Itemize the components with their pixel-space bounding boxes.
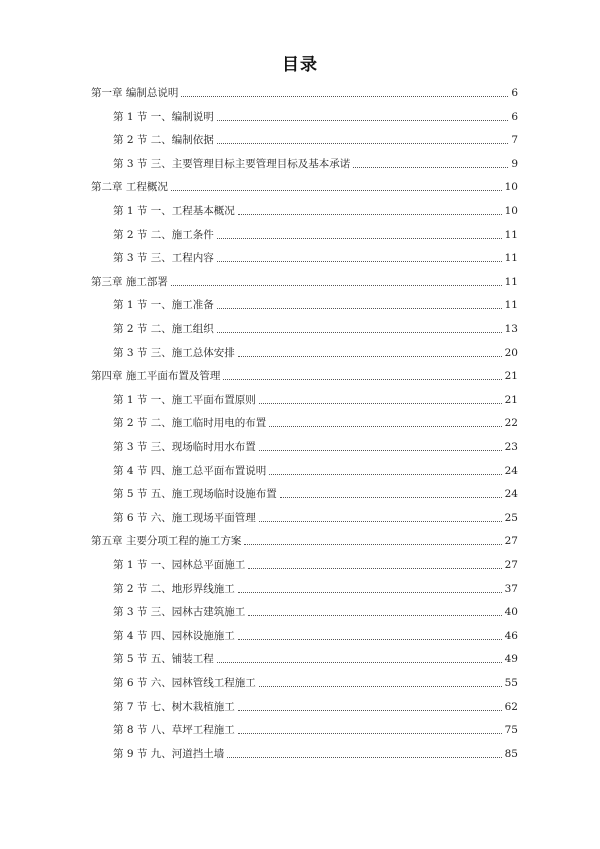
toc-page-number: 20 <box>504 346 518 359</box>
toc-section-entry[interactable] <box>113 650 518 666</box>
toc-page-number: 21 <box>504 393 518 406</box>
toc-section-entry[interactable] <box>113 485 518 501</box>
toc-page-number: 9 <box>511 157 518 170</box>
dot-leader <box>269 426 501 427</box>
toc-page-number: 49 <box>504 653 518 666</box>
dot-leader <box>353 167 508 168</box>
toc-entry-label: 第 2 节 二、施工条件 <box>113 228 214 241</box>
toc-entry-label: 第三章 施工部署 <box>91 275 168 288</box>
toc-page-number: 11 <box>504 299 518 312</box>
dot-leader <box>217 143 509 144</box>
dot-leader <box>171 285 502 286</box>
toc-page-number: 37 <box>504 582 518 595</box>
toc-entry-label: 第 4 节 四、园林设施施工 <box>113 629 235 642</box>
toc-page-number: 40 <box>504 606 518 619</box>
dot-leader <box>238 639 502 640</box>
toc-entry-label: 第 3 节 三、施工总体安排 <box>113 346 235 359</box>
dot-leader <box>259 686 502 687</box>
toc-chapter-entry[interactable] <box>91 273 518 289</box>
toc-section-entry[interactable] <box>113 580 518 596</box>
toc-page-number: 10 <box>504 181 518 194</box>
toc-page-number: 27 <box>504 559 518 571</box>
toc-chapter-entry[interactable] <box>91 532 518 548</box>
page-title: 目录 <box>282 55 318 75</box>
toc-entry-label: 第 1 节 一、工程基本概况 <box>113 205 235 217</box>
toc-entry-label: 第 2 节 二、施工临时用电的布置 <box>113 417 267 430</box>
dot-leader <box>238 214 502 215</box>
toc-entry-label: 第 3 节 三、现场临时用水布置 <box>113 441 256 453</box>
toc-page-number: 11 <box>504 228 518 241</box>
toc-section-entry[interactable] <box>113 155 518 171</box>
toc-entry-label: 第 8 节 八、草坪工程施工 <box>113 724 235 737</box>
dot-leader <box>223 379 501 380</box>
toc-page-number: 75 <box>504 724 518 737</box>
dot-leader <box>217 120 509 121</box>
toc-section-entry[interactable] <box>113 296 518 312</box>
dot-leader <box>238 733 502 734</box>
dot-leader <box>248 568 501 569</box>
toc-entry-label: 第五章 主要分项工程的施工方案 <box>91 535 242 548</box>
toc-chapter-entry[interactable] <box>91 84 518 100</box>
dot-leader <box>217 308 502 309</box>
toc-section-entry[interactable] <box>113 226 518 242</box>
toc-section-entry[interactable] <box>113 202 518 218</box>
toc-page-number: 6 <box>511 110 518 123</box>
toc-entry-label: 第 5 节 五、铺装工程 <box>113 653 214 666</box>
toc-section-entry[interactable] <box>113 721 518 737</box>
toc-entry-label: 第 1 节 一、施工准备 <box>113 299 214 312</box>
toc-chapter-entry[interactable] <box>91 178 518 194</box>
dot-leader <box>269 474 501 475</box>
toc-page-number: 25 <box>504 511 518 524</box>
toc-page-number: 11 <box>504 252 518 265</box>
dot-leader <box>259 403 502 404</box>
toc-entry-label: 第 1 节 一、施工平面布置原则 <box>113 393 256 406</box>
toc-entry-label: 第 6 节 六、施工现场平面管理 <box>113 511 256 524</box>
dot-leader <box>217 238 502 239</box>
toc-entry-label: 第二章 工程概况 <box>91 181 168 194</box>
dot-leader <box>238 710 502 711</box>
dot-leader <box>259 521 502 522</box>
toc-section-entry[interactable] <box>113 249 518 265</box>
toc-page-number: 85 <box>504 747 518 760</box>
toc-page-number: 46 <box>504 629 518 642</box>
toc-entry-label: 第四章 施工平面布置及管理 <box>91 370 221 383</box>
dot-leader <box>238 356 502 357</box>
toc-section-entry[interactable] <box>113 627 518 643</box>
dot-leader <box>217 332 502 333</box>
toc-entry-label: 第 7 节 七、树木栽植施工 <box>113 700 235 713</box>
toc-entry-label: 第 3 节 三、园林古建筑施工 <box>113 606 246 619</box>
toc-section-entry[interactable] <box>113 603 518 619</box>
toc-page-number: 22 <box>504 417 518 430</box>
toc-page-number: 7 <box>511 134 518 147</box>
toc-entry-label: 第一章 编制总说明 <box>91 87 179 99</box>
toc-entry-label: 第 3 节 三、工程内容 <box>113 252 214 265</box>
dot-leader <box>238 592 502 593</box>
toc-section-entry[interactable] <box>113 698 518 714</box>
toc-entry-label: 第 4 节 四、施工总平面布置说明 <box>113 464 267 477</box>
toc-entry-label: 第 1 节 一、编制说明 <box>113 110 214 123</box>
toc-page-number: 13 <box>504 323 518 335</box>
toc-page-number: 62 <box>504 700 518 713</box>
toc-entry-label: 第 3 节 三、主要管理目标主要管理目标及基本承诺 <box>113 157 351 170</box>
toc-chapter-entry[interactable] <box>91 367 518 383</box>
toc-section-entry[interactable] <box>113 438 518 454</box>
toc-page-number: 11 <box>504 275 518 288</box>
toc-entry-label: 第 2 节 二、地形界线施工 <box>113 582 235 595</box>
toc-section-entry[interactable] <box>113 462 518 478</box>
toc-page-number: 55 <box>504 677 518 689</box>
toc-section-entry[interactable] <box>113 414 518 430</box>
toc-page-number: 6 <box>511 87 518 99</box>
dot-leader <box>280 497 502 498</box>
toc-entry-label: 第 9 节 九、河道挡土墙 <box>113 747 225 760</box>
toc-section-entry[interactable] <box>113 320 518 336</box>
toc-section-entry[interactable] <box>113 131 518 147</box>
dot-leader <box>217 261 502 262</box>
toc-entry-label: 第 6 节 六、园林管线工程施工 <box>113 677 256 689</box>
dot-leader <box>217 662 502 663</box>
toc-page-number: 21 <box>504 370 518 383</box>
toc-section-entry[interactable] <box>113 745 518 761</box>
toc-entry-label: 第 5 节 五、施工现场临时设施布置 <box>113 488 277 501</box>
toc-section-entry[interactable] <box>113 344 518 360</box>
toc-page-number: 23 <box>504 441 518 453</box>
toc-section-entry[interactable] <box>113 108 518 124</box>
toc-page-number: 24 <box>504 488 518 501</box>
dot-leader <box>244 544 501 545</box>
toc-section-entry[interactable] <box>113 509 518 525</box>
toc-page-number: 27 <box>504 535 518 548</box>
dot-leader <box>248 615 501 616</box>
dot-leader <box>181 96 508 97</box>
dot-leader <box>259 450 502 451</box>
toc-entry-label: 第 2 节 二、编制依据 <box>113 134 214 147</box>
toc-section-entry[interactable] <box>113 391 518 407</box>
toc-entry-label: 第 2 节 二、施工组织 <box>113 323 214 335</box>
toc-section-entry[interactable] <box>113 556 518 572</box>
toc-page-number: 24 <box>504 464 518 477</box>
dot-leader <box>171 190 502 191</box>
dot-leader <box>227 757 501 758</box>
toc-entry-label: 第 1 节 一、园林总平面施工 <box>113 559 246 571</box>
toc-section-entry[interactable] <box>113 674 518 690</box>
toc-page-number: 10 <box>504 205 518 217</box>
